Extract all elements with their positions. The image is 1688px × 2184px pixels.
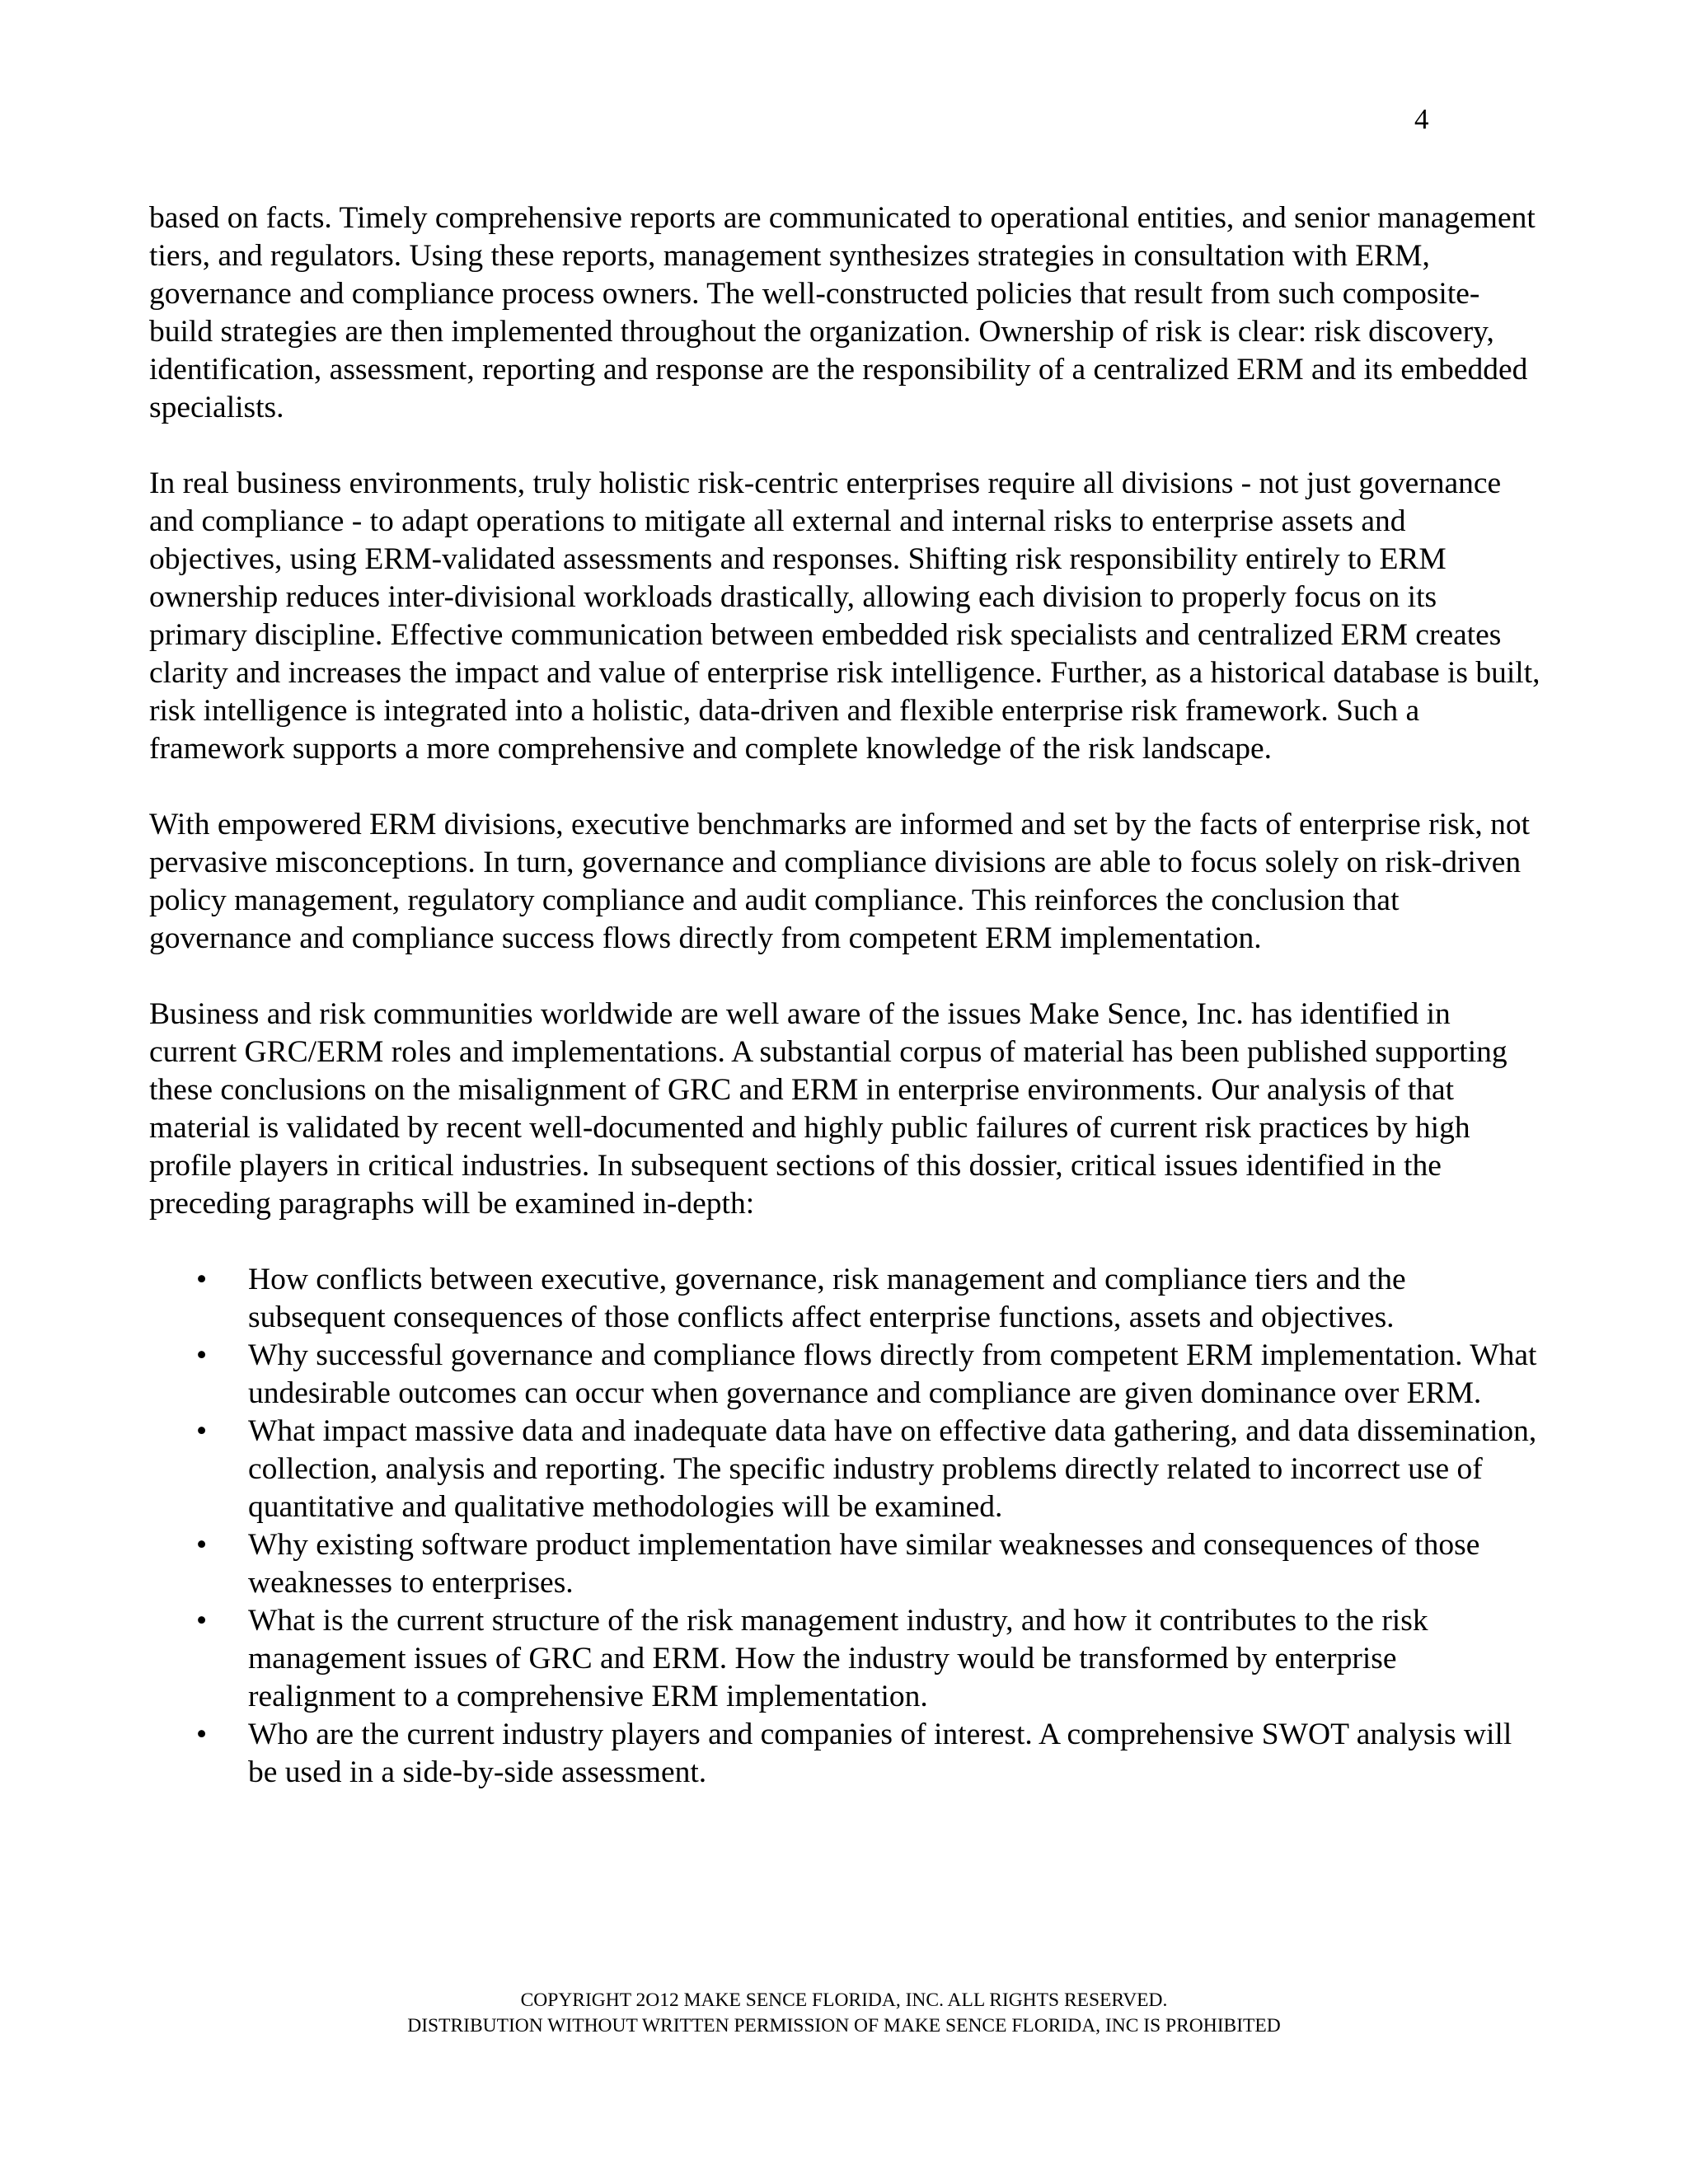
bullet-text: Why successful governance and compliance flows directly from competent ERM implementation. What undesirable outcomes can occur when governance and compliance are given dominance over ERM. (248, 1338, 1537, 1410)
bullet-item (149, 1716, 1542, 1792)
bullet-icon: • (196, 1263, 208, 1296)
paragraph-4: Business and risk communities worldwide are well aware of the issues Make Sence, Inc. has identified in current GRC/ERM roles and implementations. A substantial corpus of material has been published supporting these conclusions on the misalignment of GRC and ERM in enterprise environments. Our analysis of that material is validated by recent well-documented and highly public failures of current risk practices by high profile players in critical industries. In subsequent sections of this dossier, critical issues identified in the preceding paragraphs will be examined in-depth: (149, 997, 1507, 1221)
bullet-icon: • (196, 1604, 208, 1638)
footer-distribution-line: DISTRIBUTION WITHOUT WRITTEN PERMISSION OF MAKE SENCE FLORIDA, INC IS PROHIBITED (407, 2015, 1281, 2036)
bullet-item (149, 1337, 1542, 1413)
paragraph-1: based on facts. Timely comprehensive reports are communicated to operational entities, and senior management tiers, and regulators. Using these reports, management synthesizes strategies in consultation with ERM, governance and compliance process owners. The well-constructed policies that result from such composite-build strategies are then implemented throughout the organization. Ownership of risk is clear: risk discovery, identification, assessment, reporting and response are the responsibility of a centralized ERM and its embedded specialists. (149, 201, 1536, 424)
bullet-item (149, 1261, 1542, 1337)
bullet-icon: • (196, 1338, 208, 1372)
bullet-icon: • (196, 1414, 208, 1448)
bullet-list (149, 1261, 1542, 1792)
bullet-text: What impact massive data and inadequate data have on effective data gathering, and data dissemination, collection, analysis and reporting. The specific industry problems directly related to incorrect use of quantitative and qualitative methodologies will be examined. (248, 1414, 1537, 1524)
bullet-text: What is the current structure of the risk management industry, and how it contributes to the risk management issues of GRC and ERM. How the industry would be transformed by enterprise realignment to a comprehensive ERM implementation. (248, 1604, 1428, 1713)
bullet-item (149, 1413, 1542, 1526)
bullet-text: Why existing software product implementation have similar weaknesses and consequences of those weaknesses to enterprises. (248, 1528, 1480, 1600)
bullet-item (149, 1602, 1542, 1716)
page-number: 4 (1414, 103, 1429, 135)
paragraph-2: In real business environments, truly holistic risk-centric enterprises require all divisions - not just governance and compliance - to adapt operations to mitigate all external and internal risks to enterprise assets and objectives, using ERM-validated assessments and responses. Shifting risk responsibility entirely to ERM ownership reduces inter-divisional workloads drastically, allowing each division to properly focus on its primary discipline. Effective communication between embedded risk specialists and centralized ERM creates clarity and increases the impact and value of enterprise risk intelligence. Further, as a historical database is built, risk intelligence is integrated into a holistic, data-driven and flexible enterprise risk framework. Such a framework supports a more comprehensive and complete knowledge of the risk landscape. (149, 466, 1540, 766)
bullet-icon: • (196, 1528, 208, 1562)
copyright-footer (0, 1988, 1688, 2039)
bullet-icon: • (196, 1718, 208, 1751)
paragraph-3: With empowered ERM divisions, executive benchmarks are informed and set by the facts of enterprise risk, not pervasive misconceptions. In turn, governance and compliance divisions are able to focus solely on risk-driven policy management, regulatory compliance and audit compliance. This reinforces the conclusion that governance and compliance success flows directly from competent ERM implementation. (149, 808, 1531, 955)
bullet-text: How conflicts between executive, governance, risk management and compliance tiers and the subsequent consequences of those conflicts affect enterprise functions, assets and objectives. (248, 1263, 1406, 1334)
bullet-item (149, 1526, 1542, 1602)
bullet-text: Who are the current industry players and companies of interest. A comprehensive SWOT analysis will be used in a side-by-side assessment. (248, 1718, 1512, 1789)
footer-copyright-line: COPYRIGHT 2O12 MAKE SENCE FLORIDA, INC. ALL RIGHTS RESERVED. (520, 1990, 1168, 2011)
document-body (149, 199, 1542, 1792)
